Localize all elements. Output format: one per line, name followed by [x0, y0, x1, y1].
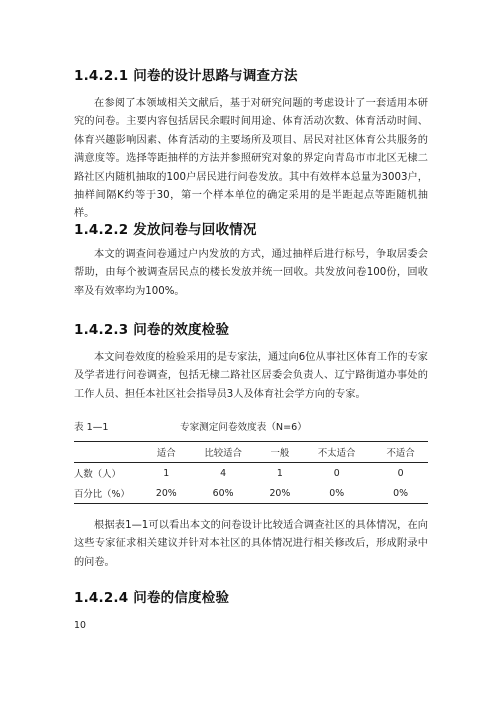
table-cell: 60% [187, 483, 260, 504]
table-cell: 人数（人） [74, 469, 121, 480]
paragraph-distribution: 本文的调查问卷通过户内发放的方式，通过抽样后进行标号，争取居委会帮助，由每个被调查居民点的楼长发放并统一回收。共发放问卷100份，回收率及有效率均为100%。 [74, 249, 428, 297]
table-cell: 0 [333, 467, 340, 479]
paragraph-after-table: 根据表1—1可以看出本文的问卷设计比较适合调查社区的具体情况，在向这些专家征求相关建议并针对本社区的具体情况进行相关修改后，形成附录中的问卷。 [74, 520, 428, 568]
section-heading-distribution: 1.4.2.2 发放问卷与回收情况 [74, 222, 257, 238]
table-cell: 20% [260, 483, 301, 504]
table-header-cell: 比较适合 [187, 442, 260, 463]
table-row [74, 483, 428, 504]
table-cell: 0% [300, 483, 373, 504]
table-cell: 0% [373, 483, 428, 504]
table-header-row [74, 442, 428, 463]
page-number: 10 [74, 620, 86, 631]
table-header-cell: 适合 [146, 442, 187, 463]
table-cell: 百分比（%） [74, 483, 146, 504]
table-row [74, 463, 428, 484]
table-header-cell: 不适合 [373, 442, 428, 463]
section-heading-design: 1.4.2.1 问卷的设计思路与调查方法 [74, 68, 298, 84]
table-header-cell: 一般 [260, 442, 301, 463]
table-cell: 1 [276, 467, 283, 479]
table-cell: 1 [163, 467, 170, 479]
table-label: 表 1—1 [74, 422, 109, 433]
table-header-cell: 不太适合 [300, 442, 373, 463]
section-heading-validity: 1.4.2.3 问卷的效度检验 [74, 322, 230, 338]
paragraph-validity: 本文问卷效度的检验采用的是专家法，通过向6位从事社区体育工作的专家及学者进行问卷调查，包括无棣二路社区居委会负责人、辽宁路街道办事处的工作人员、担任本社区社会指导员3人及体育社会学方向的专家。 [74, 352, 428, 400]
table-header-cell [74, 442, 146, 463]
table-title: 专家测定问卷效度表（N=6） [180, 422, 307, 433]
section-heading-reliability: 1.4.2.4 问卷的信度检验 [74, 590, 230, 606]
table-cell: 4 [220, 467, 227, 479]
paragraph-design: 在参阅了本领域相关文献后，基于对研究问题的考虑设计了一套适用本研究的问卷。主要内容包括居民余暇时间用途、体育活动次数、体育活动时间、体育兴趣影响因素、体育活动的主要场所及项目、居民对社区体育公共服务的满意度等。选择等距抽样的方法并参照研究对象的界定向青岛市市北区无棣二路社区内随机抽取的100户居民进行问卷发放。其中有效样本总量为3003户，抽样间隔K约等于30，第一个样本单位的确定采用的是半距起点等距随机抽样。 [74, 98, 428, 220]
table-cell: 20% [146, 483, 187, 504]
table-cell: 0 [397, 467, 404, 479]
validity-table [74, 441, 428, 504]
